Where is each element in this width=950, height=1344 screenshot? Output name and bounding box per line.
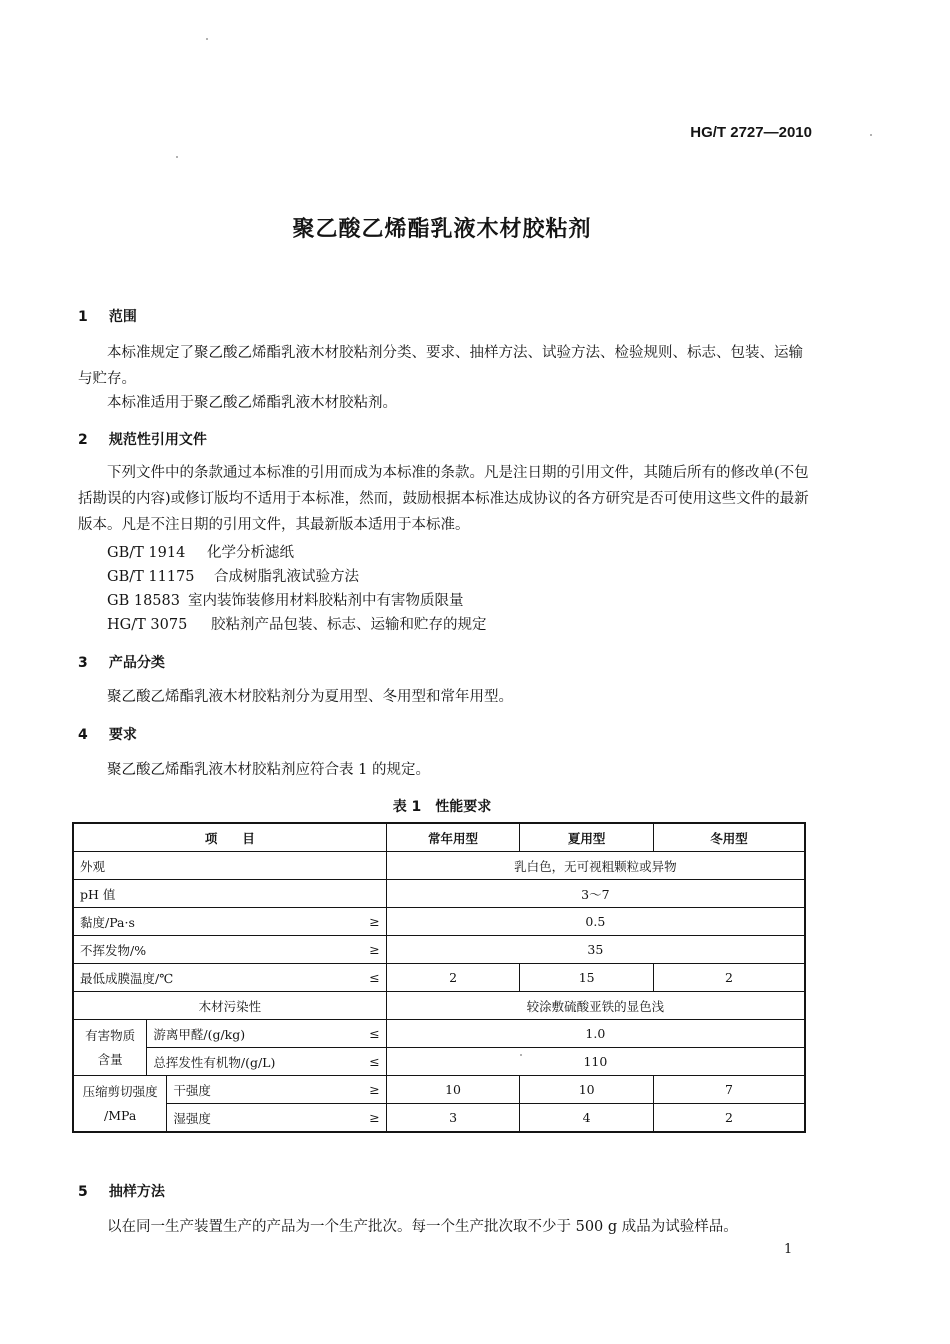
document-title: 聚乙酸乙烯酯乳液木材胶粘剂	[292, 217, 592, 242]
reference-item	[107, 565, 359, 586]
table-row	[73, 964, 805, 992]
row-value: 0.5	[386, 908, 805, 936]
reference-code: HG/T 3075	[107, 617, 188, 633]
page-number: 1	[784, 1242, 793, 1257]
comparison-symbol: ≤	[326, 964, 386, 992]
row-label: 不挥发物/%	[73, 936, 326, 964]
table-row	[73, 1076, 805, 1104]
reference-name: 室内装饰装修用材料胶粘剂中有害物质限量	[188, 593, 464, 609]
cell-all-season: 10	[386, 1076, 520, 1104]
section-1-paragraph: 本标准规定了聚乙酸乙烯酯乳液木材胶粘剂分类、要求、抽样方法、试验方法、检验规则、标志、包装、运输与贮存。	[78, 345, 803, 387]
cell-summer: 10	[520, 1076, 654, 1104]
section-title: 要求	[108, 727, 137, 743]
row-label: 干强度	[167, 1076, 327, 1104]
row-value: 乳白色，无可视粗颗粒或异物	[386, 852, 805, 880]
section-4-paragraph: 聚乙酸乙烯酯乳液木材胶粘剂应符合表 1 的规定。	[107, 762, 430, 778]
section-number: 5	[78, 1184, 88, 1200]
table-header-row	[73, 823, 805, 852]
row-value: 3～7	[386, 880, 805, 908]
row-label: 湿强度	[167, 1104, 327, 1133]
reference-code: GB/T 11175	[107, 569, 195, 585]
section-1-paragraph: 本标准适用于聚乙酸乙烯酯乳液木材胶粘剂。	[107, 395, 397, 411]
scan-speck	[176, 156, 178, 158]
comparison-symbol: ≥	[326, 908, 386, 936]
reference-code: GB/T 1914	[107, 545, 186, 561]
table-row	[73, 1048, 805, 1076]
reference-name: 胶粘剂产品包装、标志、运输和贮存的规定	[211, 617, 487, 633]
reference-item	[107, 589, 464, 610]
row-value: 1.0	[386, 1020, 805, 1048]
section-number: 2	[78, 432, 88, 448]
header-all-season: 常年用型	[386, 823, 520, 852]
section-number: 4	[78, 727, 88, 743]
section-4-heading	[78, 724, 137, 744]
row-label: 最低成膜温度/℃	[73, 964, 326, 992]
row-label: 外观	[73, 852, 386, 880]
scan-speck	[870, 134, 872, 136]
table-row	[73, 880, 805, 908]
comparison-symbol: ≤	[326, 1020, 386, 1048]
header-item: 项 目	[73, 823, 386, 852]
group-label-hazard: 有害物质含量	[73, 1020, 147, 1076]
table-row	[73, 908, 805, 936]
table-row	[73, 992, 805, 1020]
reference-item	[107, 541, 294, 562]
standard-number: HG/T 2727—2010	[690, 124, 812, 141]
table-row	[73, 936, 805, 964]
reference-code: GB 18583	[107, 593, 180, 609]
header-summer: 夏用型	[520, 823, 654, 852]
section-2-paragraph: 下列文件中的条款通过本标准的引用而成为本标准的条款。凡是注日期的引用文件，其随后所有的修改单(不包括勘误的内容)或修订版均不适用于本标准，然而，鼓励根据本标准达成协议的各方研究是否可使用这些文件的最新版本。凡是不注日期的引用文件，其最新版本适用于本标准。	[78, 465, 809, 533]
cell-winter: 2	[653, 1104, 805, 1133]
reference-name: 化学分析滤纸	[207, 545, 294, 561]
row-label: pH 值	[73, 880, 386, 908]
reference-item	[107, 613, 487, 634]
table-row	[73, 852, 805, 880]
section-5-paragraph: 以在同一生产装置生产的产品为一个生产批次。每一个生产批次取不少于 500 g 成品为试验样品。	[107, 1219, 738, 1235]
header-winter: 冬用型	[653, 823, 805, 852]
cell-winter: 7	[653, 1076, 805, 1104]
scan-speck	[206, 38, 208, 40]
comparison-symbol: ≥	[326, 1104, 386, 1133]
section-number: 3	[78, 655, 88, 671]
cell-summer: 4	[520, 1104, 654, 1133]
table-row	[73, 1104, 805, 1133]
reference-name: 合成树脂乳液试验方法	[214, 569, 359, 585]
section-3-heading	[78, 652, 165, 672]
cell-summer: 15	[520, 964, 654, 992]
section-title: 产品分类	[108, 655, 165, 671]
cell-all-season: 3	[386, 1104, 520, 1133]
section-title: 范围	[108, 309, 137, 325]
row-label: 木材污染性	[73, 992, 386, 1020]
comparison-symbol: ≥	[326, 936, 386, 964]
group-label-shear: 压缩剪切强度 /MPa	[73, 1076, 167, 1133]
row-value: 35	[386, 936, 805, 964]
table-row	[73, 1020, 805, 1048]
table-caption: 表 1 性能要求	[392, 799, 492, 815]
cell-winter: 2	[653, 964, 805, 992]
row-label: 游离甲醛/(g/kg)	[147, 1020, 327, 1048]
section-2-heading	[78, 429, 207, 449]
section-title: 抽样方法	[108, 1184, 165, 1200]
row-value: 较涂敷硫酸亚铁的显色浅	[386, 992, 805, 1020]
section-5-heading	[78, 1181, 165, 1201]
section-3-paragraph: 聚乙酸乙烯酯乳液木材胶粘剂分为夏用型、冬用型和常年用型。	[107, 689, 513, 705]
row-value: 110	[386, 1048, 805, 1076]
comparison-symbol: ≤	[326, 1048, 386, 1076]
cell-all-season: 2	[386, 964, 520, 992]
section-number: 1	[78, 309, 88, 325]
section-1-heading	[78, 306, 137, 326]
row-label: 总挥发性有机物/(g/L)	[147, 1048, 327, 1076]
comparison-symbol: ≥	[326, 1076, 386, 1104]
performance-requirements-table	[72, 822, 806, 1133]
section-title: 规范性引用文件	[108, 432, 207, 448]
row-label: 黏度/Pa·s	[73, 908, 326, 936]
